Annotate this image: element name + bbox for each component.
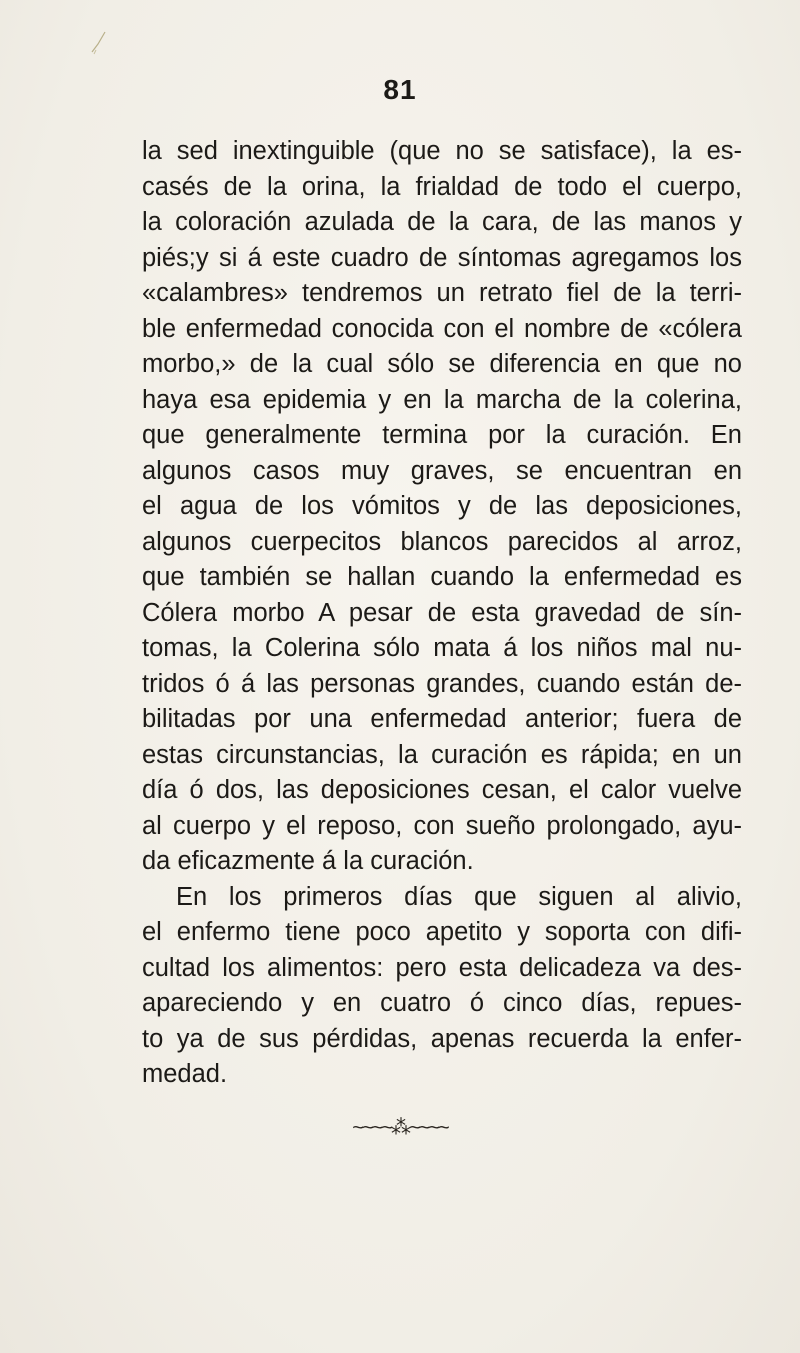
text-line: algunos casos muy graves, se encuentran en xyxy=(142,456,742,485)
text-line: apareciendo y en cuatro ó cinco días, repues- xyxy=(142,989,742,1017)
ornament-divider: ~~~~⁂~~~~ xyxy=(352,1117,448,1139)
text-line: el enfermo tiene poco apetito y soporta con difi- xyxy=(142,918,742,946)
text-line: cultad los alimentos: pero esta delicadeza va des- xyxy=(142,953,742,982)
text-line: estas circunstancias, la curación es rápida; en un xyxy=(142,740,742,769)
text-line: la sed inextinguible (que no se satisface), la es- xyxy=(142,137,742,165)
text-line: En los primeros días que siguen al alivio, xyxy=(176,882,742,911)
text-line: día ó dos, las deposiciones cesan, el calor vuelve xyxy=(142,776,742,804)
text-line: Cólera morbo A pesar de esta gravedad de sín- xyxy=(142,598,742,627)
page-number: 81 xyxy=(383,74,417,105)
text-line: que generalmente termina por la curación. En xyxy=(142,421,742,449)
text-line: bilitadas por una enfermedad anterior; fuera de xyxy=(142,705,742,733)
text-line: el agua de los vómitos y de las deposiciones, xyxy=(142,492,742,520)
text-line: ble enfermedad conocida con el nombre de «cólera xyxy=(142,314,742,343)
text-line: morbo,» de la cual sólo se diferencia en que no xyxy=(142,350,742,378)
text-line: algunos cuerpecitos blancos parecidos al arroz, xyxy=(142,527,742,556)
text-line: piés;y si á este cuadro de síntomas agregamos los xyxy=(142,243,742,272)
text-line: haya esa epidemia y en la marcha de la colerina, xyxy=(142,385,742,414)
text-line: casés de la orina, la frialdad de todo el cuerpo, xyxy=(142,172,742,201)
text-line: tomas, la Colerina sólo mata á los niños mal nu- xyxy=(142,634,742,662)
text-line: al cuerpo y el reposo, con sueño prolongado, ayu- xyxy=(142,811,742,840)
text-line: la coloración azulada de la cara, de las manos y xyxy=(142,208,742,236)
text-line: to ya de sus pérdidas, apenas recuerda la enfer- xyxy=(142,1024,742,1053)
text-line: «calambres» tendremos un retrato fiel de la terri- xyxy=(142,279,742,307)
text-line: da eficazmente á la curación. xyxy=(142,847,474,875)
body-text xyxy=(142,134,742,1093)
ink-mark xyxy=(90,30,108,56)
text-line: medad. xyxy=(142,1060,228,1088)
text-line: tridos ó á las personas grandes, cuando están de- xyxy=(142,669,742,698)
text-line: que también se hallan cuando la enfermedad es xyxy=(142,563,742,591)
